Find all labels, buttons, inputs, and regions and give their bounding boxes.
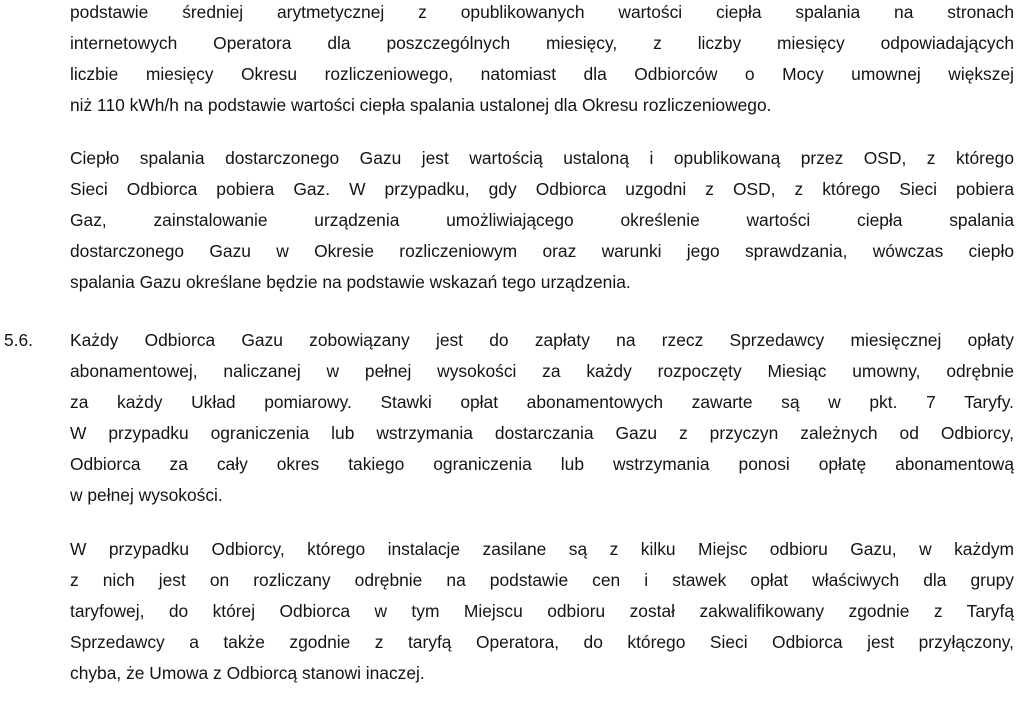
paragraph-calorific-value-calculation (70, 0, 1014, 121)
text-line: z nich jest on rozliczany odrębnie na podstawie cen i stawek opłat właściwych dla grupy (70, 570, 1014, 590)
text-line: Odbiorca za cały okres takiego ograniczenia lub wstrzymania ponosi opłatę abonamentową (70, 454, 1014, 474)
section-5-6-subscription-fee (70, 325, 1014, 511)
text-line: w pełnej wysokości. (70, 485, 223, 505)
paragraph-multiple-delivery-points (70, 534, 1014, 689)
text-line: Sieci Odbiorca pobiera Gaz. W przypadku, gdy Odbiorca uzgodni z OSD, z którego Sieci pobiera (70, 179, 1014, 199)
text-line: abonamentowej, naliczanej w pełnej wysokości za każdy rozpoczęty Miesiąc umowny, odrębnie (70, 361, 1014, 381)
section-number: 5.6. (4, 330, 34, 350)
text-line: chyba, że Umowa z Odbiorcą stanowi inaczej. (70, 663, 425, 683)
paragraph-calorific-value-osd (70, 143, 1014, 298)
text-line: spalania Gazu określane będzie na podstawie wskazań tego urządzenia. (70, 272, 631, 292)
text-line: taryfowej, do której Odbiorca w tym Miejscu odbioru został zakwalifikowany zgodnie z Taryfą (70, 601, 1014, 621)
text-line: W przypadku ograniczenia lub wstrzymania dostarczania Gazu z przyczyn zależnych od Odbiorcy, (70, 423, 1014, 443)
text-line: dostarczonego Gazu w Okresie rozliczeniowym oraz warunki jego sprawdzania, wówczas ciepło (70, 241, 1014, 261)
text-line: podstawie średniej arytmetycznej z opublikowanych wartości ciepła spalania na stronach (70, 2, 1014, 22)
text-line: W przypadku Odbiorcy, którego instalacje zasilane są z kilku Miejsc odbioru Gazu, w każdym (70, 539, 1014, 559)
text-line: Sprzedawcy a także zgodnie z taryfą Operatora, do którego Sieci Odbiorca jest przyłączony, (70, 632, 1014, 652)
text-line: za każdy Układ pomiarowy. Stawki opłat abonamentowych zawarte są w pkt. 7 Taryfy. (70, 392, 1014, 412)
text-line: internetowych Operatora dla poszczególnych miesięcy, z liczby miesięcy odpowiadających (70, 33, 1014, 53)
text-line: liczbie miesięcy Okresu rozliczeniowego, natomiast dla Odbiorców o Mocy umownej większej (70, 64, 1014, 84)
text-line: Ciepło spalania dostarczonego Gazu jest wartością ustaloną i opublikowaną przez OSD, z którego (70, 148, 1014, 168)
text-line: niż 110 kWh/h na podstawie wartości ciepła spalania ustalonej dla Okresu rozliczeniowego. (70, 95, 772, 115)
text-line: Gaz, zainstalowanie urządzenia umożliwiającego określenie wartości ciepła spalania (70, 210, 1014, 230)
text-line: Każdy Odbiorca Gazu zobowiązany jest do zapłaty na rzecz Sprzedawcy miesięcznej opłaty (70, 330, 1014, 350)
